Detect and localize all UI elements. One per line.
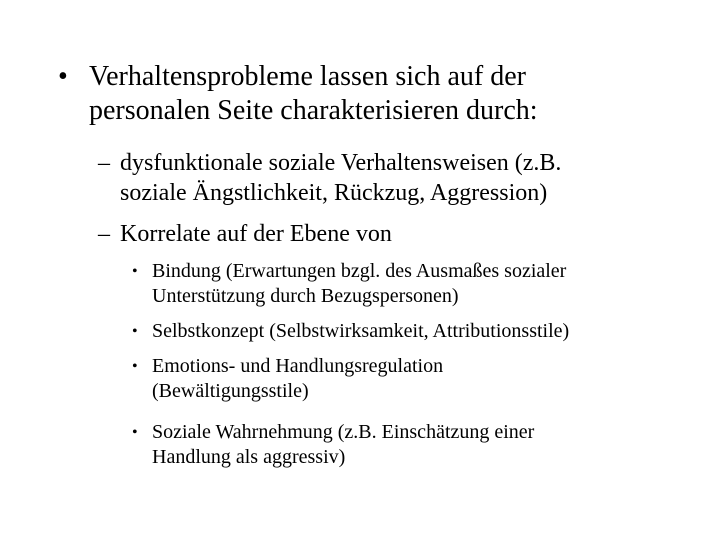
sub-bullet-text-line-1: Korrelate auf der Ebene von <box>120 221 392 247</box>
sub-sub-bullet-selbstkonzept <box>132 319 692 344</box>
bullet-marker: • <box>132 424 138 441</box>
sub-bullet-korrelate <box>98 219 688 249</box>
sub-sub-bullet-text-line-1: Emotions- und Handlungsregulation <box>152 355 444 377</box>
bullet-marker: • <box>132 323 138 340</box>
bullet-main <box>58 60 678 128</box>
bullet-marker: • <box>132 263 138 280</box>
sub-sub-bullet-text-line-2: Handlung als aggressiv) <box>152 446 346 468</box>
sub-sub-bullet-text-line-1: Selbstkonzept (Selbstwirksamkeit, Attributionsstile) <box>152 320 570 342</box>
dash-marker: – <box>98 150 110 176</box>
sub-sub-bullet-text-line-2: Unterstützung durch Bezugspersonen) <box>152 285 459 307</box>
sub-sub-bullet-text-line-1: Bindung (Erwartungen bzgl. des Ausmaßes sozialer <box>152 260 567 282</box>
bullet-text-line-1: Verhaltensprobleme lassen sich auf der <box>89 61 526 92</box>
sub-bullet-text-line-1: dysfunktionale soziale Verhaltensweisen (z.B. <box>120 150 562 176</box>
bullet-marker: • <box>58 61 68 92</box>
sub-bullet-text-line-2: soziale Ängstlichkeit, Rückzug, Aggression) <box>120 180 548 206</box>
dash-marker: – <box>98 221 110 247</box>
sub-sub-bullet-text-line-2: (Bewältigungsstile) <box>152 380 309 402</box>
bullet-text-line-2: personalen Seite charakterisieren durch: <box>89 95 538 126</box>
bullet-marker: • <box>132 358 138 375</box>
sub-sub-bullet-emotionsregulation <box>132 354 692 404</box>
sub-sub-bullet-soziale-wahrnehmung <box>132 420 692 470</box>
sub-sub-bullet-text-line-1: Soziale Wahrnehmung (z.B. Einschätzung einer <box>152 421 535 443</box>
sub-bullet-dysfunktionale <box>98 148 688 208</box>
sub-sub-bullet-bindung <box>132 259 692 309</box>
